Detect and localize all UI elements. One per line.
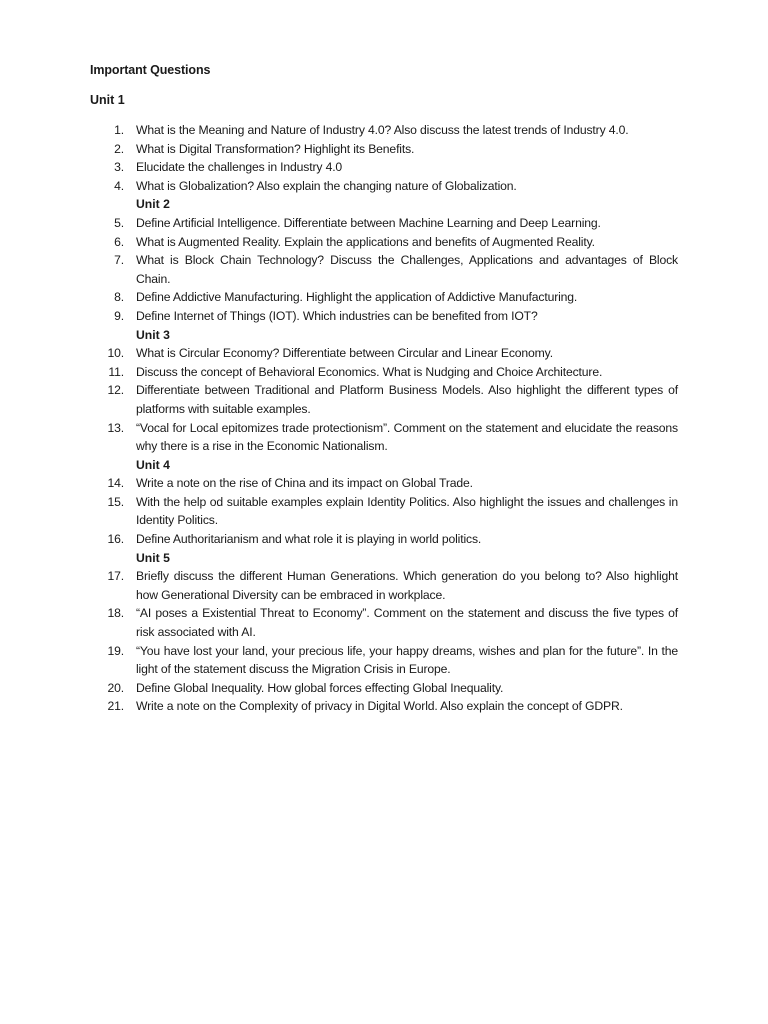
- question-text: Write a note on the Complexity of privacy in Digital World. Also explain the concept of GDPR.: [136, 699, 623, 714]
- question-number: 6.: [114, 234, 124, 249]
- unit-heading: Unit 5: [136, 550, 170, 565]
- question-number: 3.: [114, 160, 124, 175]
- question-text: “AI poses a Existential Threat to Economy”. Comment on the statement and discuss the five types of risk associated with AI.: [136, 606, 678, 640]
- question-item: [90, 140, 678, 159]
- question-text: Discuss the concept of Behavioral Economics. What is Nudging and Choice Architecture.: [136, 364, 603, 379]
- question-number: 19.: [107, 643, 124, 658]
- question-text: Define Addictive Manufacturing. Highlight the application of Addictive Manufacturing.: [136, 290, 578, 305]
- question-item: [90, 567, 678, 604]
- question-item: [90, 344, 678, 363]
- question-item: [90, 679, 678, 698]
- unit-heading: Unit 3: [136, 327, 170, 342]
- question-number: 9.: [114, 308, 124, 323]
- question-number: 4.: [114, 178, 124, 193]
- question-number: 5.: [114, 215, 124, 230]
- question-number: 13.: [107, 420, 124, 435]
- question-number: 21.: [107, 699, 124, 714]
- question-item: [90, 419, 678, 456]
- question-text: What is Globalization? Also explain the changing nature of Globalization.: [136, 178, 517, 193]
- question-item: [90, 288, 678, 307]
- question-list: [90, 121, 678, 716]
- question-number: 14.: [107, 476, 124, 491]
- question-text: “You have lost your land, your precious life, your happy dreams, wishes and plan for the future”. In the light of the statement discuss the Migration Crisis in Europe.: [136, 643, 678, 677]
- question-number: 8.: [114, 290, 124, 305]
- question-item: [90, 307, 678, 326]
- question-number: 20.: [107, 680, 124, 695]
- question-number: 11.: [108, 364, 124, 379]
- question-text: Define Internet of Things (IOT). Which industries can be benefited from IOT?: [136, 308, 538, 323]
- question-item: [90, 530, 678, 549]
- unit-heading: Unit 4: [136, 457, 170, 472]
- question-text: Elucidate the challenges in Industry 4.0: [136, 160, 343, 175]
- question-number: 7.: [114, 253, 124, 268]
- question-number: 16.: [107, 532, 124, 547]
- unit-heading: Unit 2: [136, 197, 170, 212]
- question-number: 17.: [107, 569, 124, 584]
- question-item: [90, 251, 678, 288]
- question-text: What is the Meaning and Nature of Industry 4.0? Also discuss the latest trends of Industry 4.0.: [136, 123, 629, 137]
- question-item: [90, 121, 678, 140]
- question-number: 15.: [107, 494, 124, 509]
- question-item: [90, 642, 678, 679]
- unit-heading: Unit 1: [90, 93, 125, 107]
- question-number: 1.: [114, 123, 124, 137]
- question-item: [90, 493, 678, 530]
- question-text: Write a note on the rise of China and its impact on Global Trade.: [136, 476, 473, 491]
- question-text: Define Global Inequality. How global forces effecting Global Inequality.: [136, 680, 504, 695]
- question-number: 12.: [107, 383, 124, 398]
- question-text: With the help od suitable examples explain Identity Politics. Also highlight the issues and challenges in Identity Politics.: [136, 494, 678, 528]
- question-item: [90, 697, 678, 716]
- question-item: [90, 474, 678, 493]
- question-item: [90, 177, 678, 196]
- question-text: “Vocal for Local epitomizes trade protectionism”. Comment on the statement and elucidate the reasons why there is a rise in the Economic Nationalism.: [136, 420, 678, 454]
- question-item: [90, 363, 678, 382]
- question-item: [90, 381, 678, 418]
- question-number: 18.: [107, 606, 124, 621]
- question-text: Define Authoritarianism and what role it is playing in world politics.: [136, 532, 482, 547]
- page-title: Important Questions: [90, 63, 211, 77]
- question-text: Define Artificial Intelligence. Differentiate between Machine Learning and Deep Learning.: [136, 215, 601, 230]
- question-text: What is Circular Economy? Differentiate between Circular and Linear Economy.: [136, 346, 553, 361]
- question-text: What is Block Chain Technology? Discuss the Challenges, Applications and advantages of Block Chain.: [136, 253, 678, 286]
- question-number: 10.: [107, 346, 124, 361]
- question-text: What is Digital Transformation? Highlight its Benefits.: [136, 141, 415, 156]
- question-item: [90, 604, 678, 641]
- question-item: [90, 233, 678, 252]
- question-item: [90, 158, 678, 177]
- question-item: [90, 214, 678, 233]
- question-text: Differentiate between Traditional and Platform Business Models. Also highlight the different types of platforms with suitable examples.: [136, 383, 678, 416]
- question-number: 2.: [114, 141, 124, 156]
- question-text: Briefly discuss the different Human Generations. Which generation do you belong to? Also highlight how Generational Diversity can be embraced in workplace.: [136, 569, 678, 602]
- question-text: What is Augmented Reality. Explain the applications and benefits of Augmented Reality.: [136, 234, 595, 249]
